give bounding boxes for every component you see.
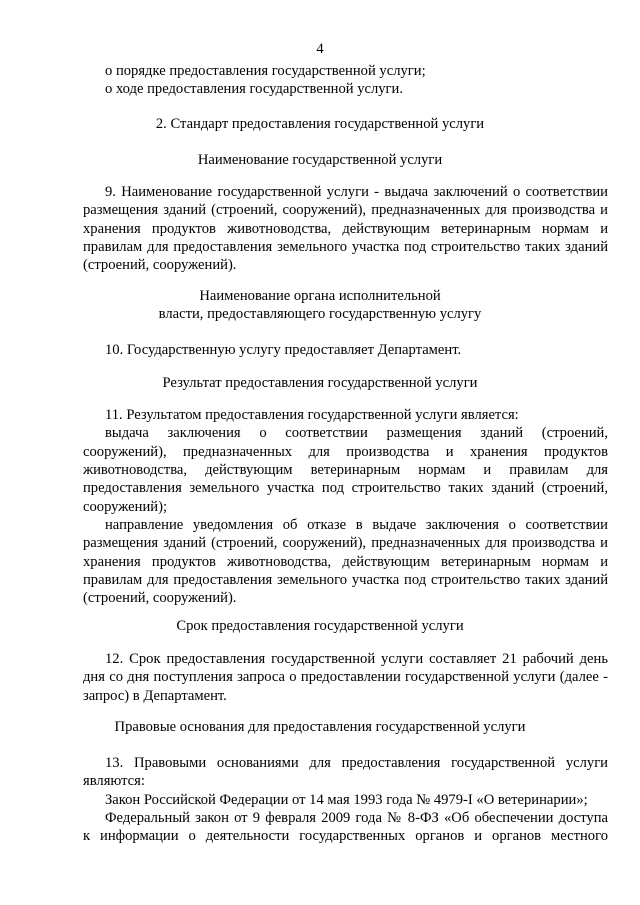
- list-item: о ходе предоставления государственной услуги.: [105, 81, 403, 98]
- text-line: правилам для предоставления земельного участка под строительство таких зданий: [83, 572, 608, 589]
- text-line: выдача заключения о соответствии размещения зданий (строений,: [105, 425, 608, 442]
- text-line: являются:: [83, 773, 145, 790]
- section-title: 2. Стандарт предоставления государственной услуги: [155, 116, 485, 132]
- text-line: 11. Результатом предоставления государственной услуги является:: [105, 407, 519, 423]
- text-line: сооружений);: [83, 498, 167, 515]
- text-line: 13. Правовыми основаниями для предоставления государственной услуги: [105, 755, 608, 771]
- paragraph-10: [83, 341, 608, 359]
- heading-legal-basis: Правовые основания для предоставления государственной услуги: [114, 719, 526, 735]
- text-line: (строений, сооружений).: [83, 590, 237, 607]
- heading-term: Срок предоставления государственной услуги: [176, 618, 464, 634]
- text-line: (строений, сооружений).: [83, 257, 237, 274]
- paragraph-9: [83, 183, 608, 275]
- list-continuation: [83, 62, 608, 99]
- paragraph-12: [83, 650, 608, 705]
- text-line: животноводства, действующим ветеринарным нормам и правилам для: [83, 462, 608, 479]
- text-line: запрос) в Департамент.: [83, 687, 227, 704]
- text-line: 10. Государственную услугу предоставляет Департамент.: [105, 342, 462, 358]
- heading-organ-line-1: Наименование органа исполнительной: [199, 288, 441, 304]
- text-line: сооружений), предназначенных для производства и хранения продуктов: [83, 443, 608, 460]
- text-line: 12. Срок предоставления государственной услуги составляет 21 рабочий день: [105, 651, 608, 667]
- heading-organ-line-2: власти, предоставляющего государственную услугу: [158, 306, 482, 322]
- text-line: хранения продуктов животноводства, действующим ветеринарным нормам и: [83, 553, 608, 570]
- page-number: 4: [316, 41, 324, 57]
- text-line: направление уведомления об отказе в выдаче заключения о соответствии: [105, 517, 608, 534]
- paragraph-13: [83, 754, 608, 846]
- text-line: правилам для предоставления земельного участка под строительство таких зданий: [83, 239, 608, 256]
- list-item: о порядке предоставления государственной услуги;: [105, 63, 426, 79]
- text-line: хранения продуктов животноводства, действующим ветеринарным нормам и: [83, 220, 608, 237]
- text-line: предоставления земельного участка под строительство таких зданий (строений,: [83, 480, 608, 497]
- text-line: 9. Наименование государственной услуги - выдача заключений о соответствии: [105, 184, 608, 200]
- paragraph-11: [83, 406, 608, 608]
- heading-result: Результат предоставления государственной услуги: [162, 375, 478, 391]
- text-line: к информации о деятельности государственных органов и органов местного: [83, 828, 608, 845]
- text-line: дня со дня поступления запроса о предоставлении государственной услуги (далее -: [83, 669, 608, 686]
- heading-service-name: Наименование государственной услуги: [197, 152, 443, 168]
- text-line: размещения зданий (строений, сооружений), предназначенных для производства и: [83, 202, 608, 219]
- text-line: Федеральный закон от 9 февраля 2009 года № 8-ФЗ «Об обеспечении доступа: [105, 810, 608, 827]
- text-line: размещения зданий (строений, сооружений), предназначенных для производства и: [83, 535, 608, 552]
- text-line: Закон Российской Федерации от 14 мая 1993 года № 4979-I «О ветеринарии»;: [105, 791, 588, 808]
